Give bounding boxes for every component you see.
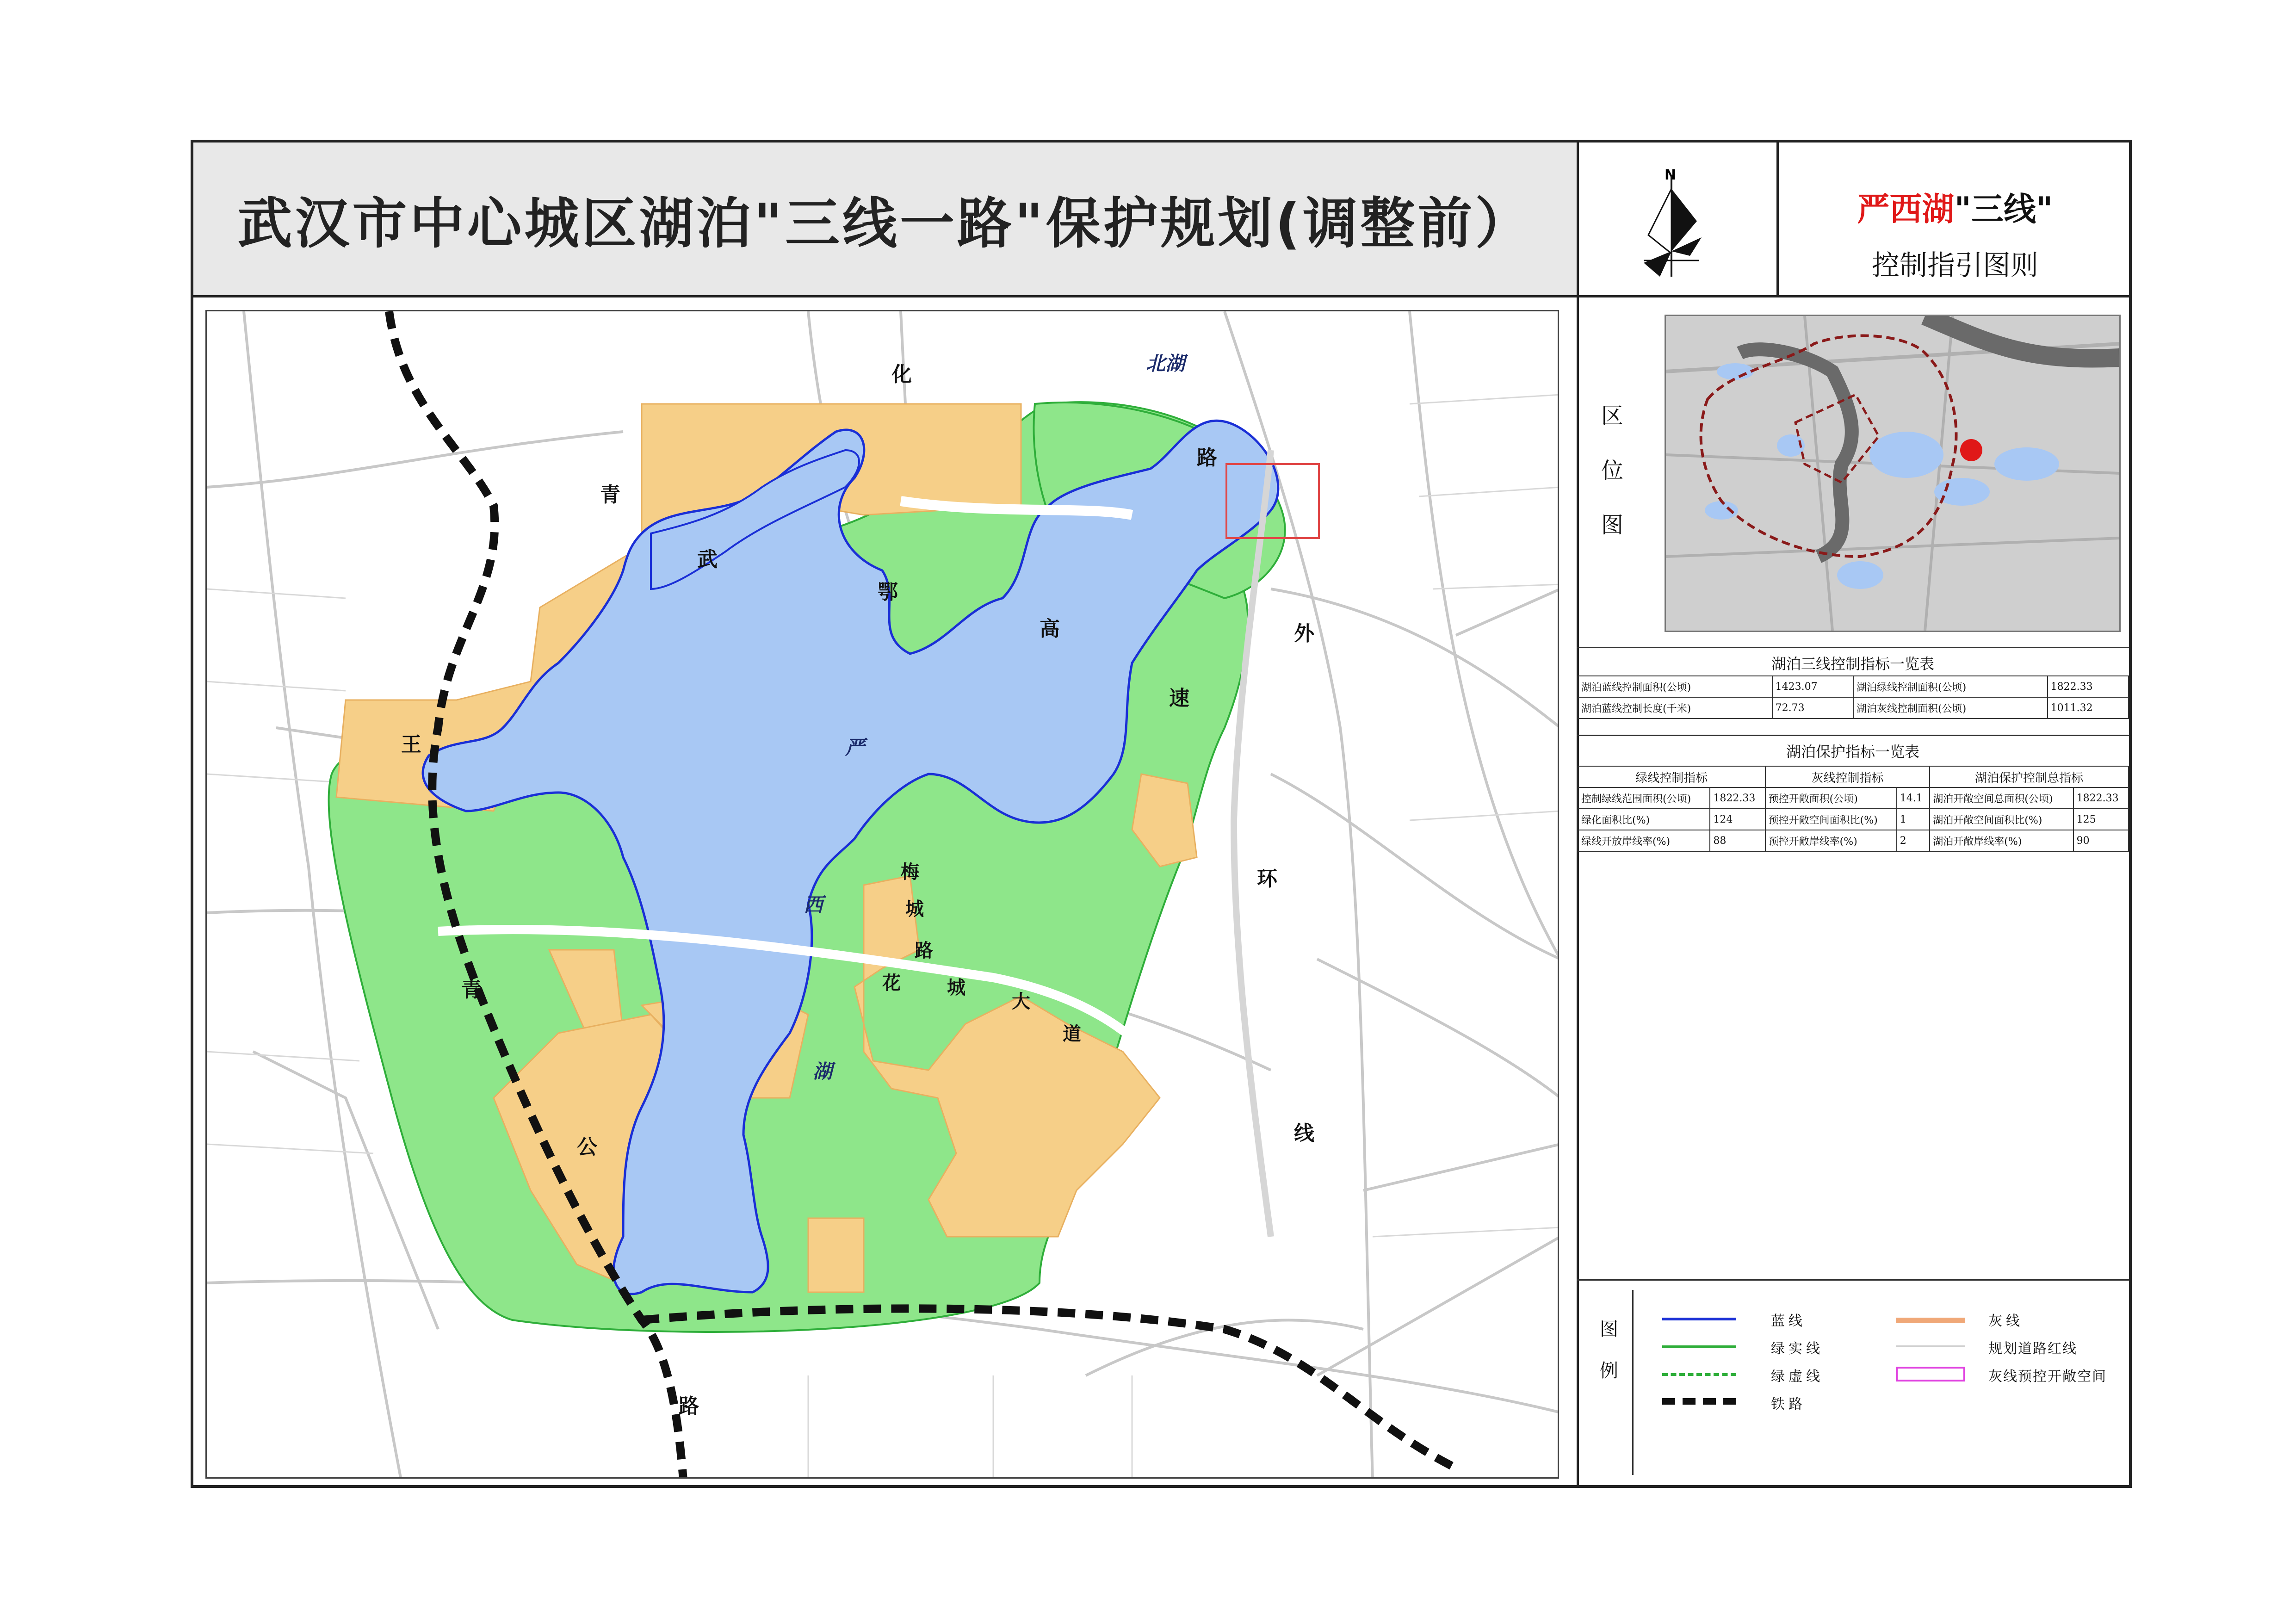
road-label: 青 — [461, 978, 482, 1002]
protection-table-title: 湖泊保护指标一览表 — [1786, 743, 1919, 761]
table-header: 绿线控制指标 — [1578, 766, 1765, 787]
table-cell: 湖泊开敞空间面积比(%) — [1930, 809, 2073, 830]
road-label: 外 — [1294, 622, 1314, 645]
table-cell: 1 — [1897, 809, 1930, 830]
table-cell: 湖泊蓝线控制长度(千米) — [1578, 697, 1772, 719]
road-label: 速 — [1169, 687, 1189, 710]
legend-label: 绿实线 — [1771, 1341, 1824, 1357]
table-header: 湖泊保护控制总指标 — [1930, 766, 2129, 787]
page-title: 武汉市中心城区湖泊"三线一路"保护规划(调整前） — [237, 192, 1533, 255]
road-label: 公 — [577, 1135, 597, 1159]
table-cell: 预控开敞面积(公顷) — [1765, 787, 1897, 809]
three-line-table — [1578, 675, 2129, 719]
road-label: 高 — [1040, 617, 1060, 641]
table-cell: 1822.33 — [1710, 787, 1765, 809]
table-row — [1578, 697, 2129, 719]
lake-label: 西 — [804, 893, 823, 916]
legend-title-char: 例 — [1600, 1360, 1618, 1381]
legend-label: 规划道路红线 — [1988, 1341, 2077, 1357]
table-cell: 湖泊灰线控制面积(公顷) — [1853, 697, 2048, 719]
lake-subtitle: 控制指引图则 — [1872, 249, 2038, 282]
table-row — [1578, 676, 2129, 697]
railway-line-south — [642, 1308, 1456, 1468]
table-cell: 90 — [2073, 830, 2129, 851]
legend-label: 绿虚线 — [1771, 1369, 1824, 1385]
legend — [1577, 1279, 2129, 1487]
street-label: 花 — [882, 973, 901, 994]
street-label: 梅 — [901, 861, 919, 883]
divider — [1577, 647, 2129, 648]
legend-label: 灰线预控开敞空间 — [1988, 1369, 2107, 1385]
table-cell: 绿化面积比(%) — [1578, 809, 1710, 830]
legend-swatch-green-dashed — [1662, 1373, 1736, 1376]
street-label: 大 — [1012, 991, 1030, 1012]
legend-label: 蓝线 — [1771, 1313, 1806, 1329]
label-char: 图 — [1601, 512, 1623, 538]
table-cell: 绿线开放岸线率(%) — [1578, 830, 1710, 851]
street-label: 路 — [915, 940, 933, 961]
table-cell: 88 — [1710, 830, 1765, 851]
table-cell: 湖泊开敞空间总面积(公顷) — [1930, 787, 2073, 809]
lake-label-north: 北湖 — [1146, 352, 1185, 375]
street-label: 城 — [905, 898, 924, 920]
table-row — [1578, 787, 2129, 809]
lake-name-cell — [1776, 142, 2131, 297]
three-line-table-title: 湖泊三线控制指标一览表 — [1771, 655, 1934, 673]
table-cell: 14.1 — [1897, 787, 1930, 809]
table-cell: 预控开敞空间面积比(%) — [1765, 809, 1897, 830]
table-cell: 72.73 — [1772, 697, 1853, 719]
table-row — [1578, 830, 2129, 851]
location-map-graphic — [1666, 316, 2119, 631]
table-cell: 124 — [1710, 809, 1765, 830]
lake-location-marker — [1960, 439, 1982, 461]
title-bar — [193, 142, 1577, 297]
road-label: 路 — [1197, 446, 1217, 470]
legend-title — [1600, 1308, 1618, 1392]
table-cell: 湖泊蓝线控制面积(公顷) — [1578, 676, 1772, 697]
road-label: 路 — [679, 1394, 699, 1418]
road-label: 武 — [697, 548, 718, 571]
table-cell: 湖泊开敞岸线率(%) — [1930, 830, 2073, 851]
legend-swatch-road-red-line — [1896, 1345, 1965, 1347]
protection-table — [1578, 766, 2129, 852]
street-label: 道 — [1063, 1023, 1081, 1045]
lake-map-graphic — [207, 311, 1559, 1479]
street-label: 城 — [947, 977, 965, 998]
table-cell: 湖泊绿线控制面积(公顷) — [1853, 676, 2048, 697]
road-label: 鄂 — [878, 580, 898, 604]
legend-swatch-blue-line — [1662, 1318, 1736, 1320]
legend-swatch-green-solid — [1662, 1345, 1736, 1348]
divider — [1632, 1290, 1634, 1475]
label-char: 区 — [1601, 403, 1623, 429]
road-label: 环 — [1257, 867, 1277, 891]
location-map-label — [1596, 389, 1628, 552]
road-label: 王 — [401, 733, 421, 756]
lake-name-suffix: "三线" — [1954, 190, 2053, 228]
north-arrow-cell — [1577, 142, 1779, 297]
table-cell: 1011.32 — [2048, 697, 2129, 719]
north-label: N — [1665, 167, 1677, 183]
legend-title-char: 图 — [1600, 1319, 1618, 1340]
road-label: 线 — [1294, 1121, 1314, 1145]
label-char: 位 — [1601, 458, 1623, 483]
legend-swatch-gray-line — [1896, 1318, 1965, 1323]
table-cell: 控制绿线范围面积(公顷) — [1578, 787, 1710, 809]
table-header: 灰线控制指标 — [1765, 766, 1930, 787]
table-cell: 预控开敞岸线率(%) — [1765, 830, 1897, 851]
north-arrow-icon — [1579, 142, 1779, 295]
table-cell: 1822.33 — [2073, 787, 2129, 809]
lake-map — [205, 310, 1559, 1479]
legend-label: 铁路 — [1771, 1396, 1806, 1412]
road-label: 化 — [891, 363, 912, 386]
table-header-row — [1578, 766, 2129, 787]
lake-title — [1779, 183, 2131, 230]
table-cell: 125 — [2073, 809, 2129, 830]
legend-swatch-open-space — [1896, 1367, 1965, 1381]
legend-swatch-railway — [1662, 1398, 1736, 1405]
lake-label: 严 — [845, 736, 865, 759]
lake-name: 严西湖 — [1857, 190, 1955, 228]
table-row — [1578, 809, 2129, 830]
location-map — [1665, 315, 2121, 632]
lake-label: 湖 — [813, 1060, 833, 1083]
table-cell: 1822.33 — [2048, 676, 2129, 697]
legend-label: 灰线 — [1988, 1313, 2024, 1329]
road-label: 青 — [600, 483, 620, 507]
divider — [1577, 735, 2129, 736]
table-cell: 1423.07 — [1772, 676, 1853, 697]
table-cell: 2 — [1897, 830, 1930, 851]
